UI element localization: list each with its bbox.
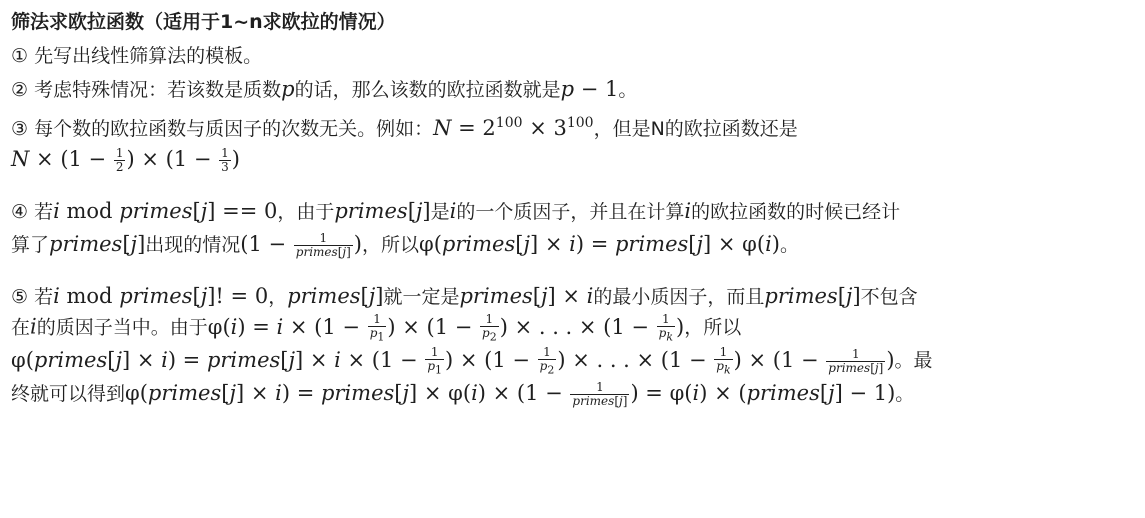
item-text: 。: [779, 234, 799, 256]
math-expression: N × (1 − $\frac{1}{2}$ ) × (1 − $\frac{1}{3}$ ): [11, 146, 240, 174]
item-text: ，: [268, 286, 288, 308]
math-expression: φ(primes[j] × i) = primes[j] × i × (1 − $\frac{1}{p_1}$ ) × (1 − $\frac{1}{p_2}$ ) × . . . × (1 − $\frac{1}{p_k}$ ) × (1 − $\frac{1}{\text{primes[j]}}$ ): [11, 345, 895, 377]
item-marker: ③: [11, 118, 29, 140]
item-text: 算了: [11, 234, 50, 256]
math-expression: φ(primes[j] × i) = primes[j] × φ(i) × (1 − $\frac{1}{\text{primes[j]}}$ ) = φ(i) × (primes[j] − 1): [125, 379, 896, 408]
list-item-2: [11, 76, 1137, 103]
item-text: ，所以: [684, 316, 742, 339]
item-text: ，由于: [277, 201, 335, 223]
item-text: ，所以: [362, 234, 420, 256]
list-item-5-cont-3: [11, 380, 1137, 408]
item-marker: ②: [11, 79, 29, 101]
math-expression: primes[j] × i: [459, 284, 594, 308]
math-expression: i mod primes[j] == 0: [53, 199, 278, 223]
item-text: 考虑特殊情况：若该数是质数: [34, 79, 282, 101]
item-text: 。: [618, 79, 638, 101]
math-expression: φ(i) = i × (1 − $\frac{1}{p_1}$ ) × (1 − $\frac{1}{p_2}$ ) × . . . × (1 − $\frac{1}{p_k}$ ): [207, 312, 685, 344]
item-text: 先写出线性筛算法的模板。: [34, 45, 263, 67]
math-var-i: i: [30, 314, 37, 339]
item-text: 终就可以得到: [11, 382, 126, 405]
list-item-5-cont-2: [11, 346, 1137, 376]
math-var-p: p: [281, 77, 295, 101]
item-text: 的话，那么该数的欧拉函数就是: [294, 79, 561, 101]
math-expression: φ(primes[j] × i) = primes[j] × φ(i): [419, 232, 780, 256]
math-expression: p − 1: [560, 77, 619, 101]
math-expression: primes[j]: [287, 284, 384, 308]
item-marker: ④: [11, 201, 29, 223]
item-text: 每个数的欧拉函数与质因子的次数无关。例如：: [34, 118, 434, 140]
math-var-i: i: [684, 199, 692, 223]
item-text: 出现的情况: [145, 234, 241, 256]
math-expression: primes[j]: [49, 232, 146, 256]
item-text: 的质因子当中。由于: [36, 316, 208, 339]
list-item-1: [11, 43, 1137, 69]
list-item-3: [11, 110, 1137, 142]
item-text: 就一定是: [383, 286, 460, 308]
math-var-i: i: [449, 199, 457, 223]
item-text: 的一个质因子，并且在计算: [456, 201, 685, 223]
item-text: 的最小质因子，而且: [593, 286, 765, 308]
math-expression: (1 − $\frac{1}{\text{primes[j]}}$ ): [240, 231, 362, 259]
math-expression: primes[j]: [764, 284, 861, 308]
item-text: 在: [11, 316, 31, 339]
math-expression: $N = 2^{100} \times 3^{100}$: [433, 115, 594, 140]
list-item-5: [11, 283, 1137, 310]
math-expression: primes[j]: [334, 199, 431, 223]
document: [11, 0, 1137, 518]
item-text: 不包含: [860, 286, 918, 308]
list-item-3-cont: [11, 146, 1137, 174]
list-item-5-cont-1: [11, 313, 1137, 343]
item-text: 若: [34, 201, 54, 223]
item-marker: ①: [11, 45, 29, 67]
item-text: 。: [895, 382, 915, 405]
item-text: ，但是N的欧拉函数还是: [593, 118, 798, 140]
item-text: 的欧拉函数的时候已经计: [691, 201, 901, 223]
item-text: 。最: [894, 350, 933, 373]
item-text: 若: [34, 286, 54, 308]
math-expression: i mod primes[j]! = 0: [53, 284, 269, 308]
page-title: 筛法求欧拉函数（适用于1~n求欧拉的情况）: [11, 11, 396, 33]
list-item-4: [11, 198, 1137, 225]
item-text: 是: [430, 201, 450, 223]
item-marker: ⑤: [11, 286, 29, 308]
list-item-4-cont: [11, 231, 1137, 259]
